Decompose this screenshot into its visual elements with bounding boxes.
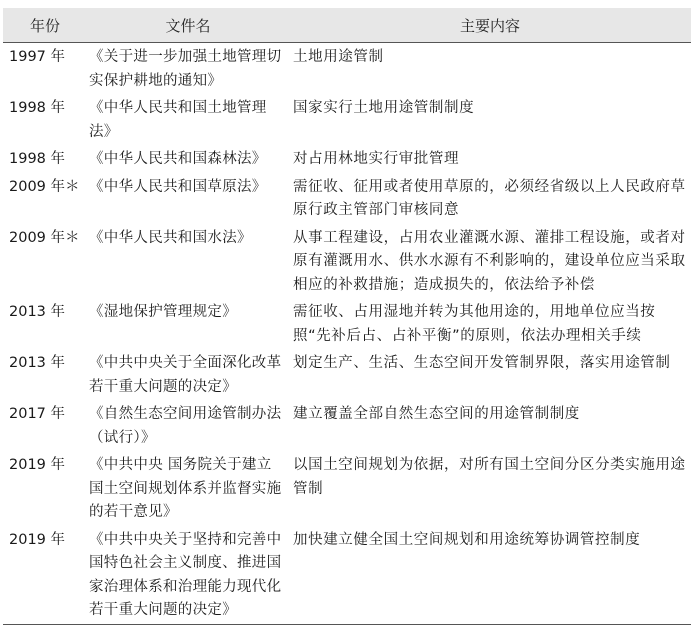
content-text: 国家实行土地用途管制制度 bbox=[293, 100, 475, 116]
cell-document bbox=[87, 224, 289, 299]
document-text: 《关于进一步加强土地管理切实保护耕地的通知》 bbox=[89, 49, 282, 89]
content-text: 需征收、征用或者使用草原的，必须经省级以上人民政府草原行政主管部门审核同意 bbox=[293, 178, 686, 218]
cell-content bbox=[289, 349, 691, 400]
document-text: 《中共中央 国务院关于建立国土空间规划体系并监督实施的若干意见》 bbox=[89, 457, 282, 520]
year-text: 2009 年＊ bbox=[9, 178, 80, 195]
table-row bbox=[3, 224, 691, 299]
table-row bbox=[3, 94, 691, 145]
document-text: 《中华人民共和国土地管理法》 bbox=[89, 100, 267, 140]
cell-document bbox=[87, 526, 289, 625]
cell-year bbox=[3, 298, 87, 349]
table-row bbox=[3, 451, 691, 526]
year-text: 2017 年 bbox=[9, 406, 66, 422]
year-text: 1998 年 bbox=[9, 151, 66, 167]
year-text: 2019 年 bbox=[9, 457, 66, 473]
cell-year bbox=[3, 349, 87, 400]
table-row bbox=[3, 173, 691, 224]
cell-year bbox=[3, 94, 87, 145]
document-text: 《湿地保护管理规定》 bbox=[89, 304, 237, 320]
cell-document bbox=[87, 298, 289, 349]
table-row bbox=[3, 400, 691, 451]
content-text: 加快建立健全国土空间规划和用途统筹协调管控制度 bbox=[293, 531, 641, 548]
cell-content bbox=[289, 526, 691, 625]
header-year: 年份 bbox=[29, 16, 60, 35]
cell-year bbox=[3, 400, 87, 451]
document-text: 《中华人民共和国水法》 bbox=[89, 229, 252, 246]
cell-content bbox=[289, 43, 691, 95]
table-row bbox=[3, 145, 691, 173]
content-text: 需征收、占用湿地并转为其他用途的，用地单位应当按照“先补后占、占补平衡”的原则，依法办理相关手续 bbox=[293, 304, 656, 344]
cell-document bbox=[87, 400, 289, 451]
cell-year bbox=[3, 451, 87, 526]
table-row bbox=[3, 526, 691, 625]
cell-content bbox=[289, 451, 691, 526]
cell-document bbox=[87, 145, 289, 173]
year-text: 1997 年 bbox=[9, 49, 66, 65]
header-document: 文件名 bbox=[165, 16, 211, 35]
cell-document bbox=[87, 451, 289, 526]
cell-document bbox=[87, 173, 289, 224]
year-text: 2009 年＊ bbox=[9, 229, 80, 246]
cell-year bbox=[3, 145, 87, 173]
document-text: 《中华人民共和国森林法》 bbox=[89, 151, 267, 167]
cell-year bbox=[3, 173, 87, 224]
table-header bbox=[3, 8, 691, 43]
table-row bbox=[3, 298, 691, 349]
policy-table bbox=[3, 8, 691, 625]
cell-content bbox=[289, 94, 691, 145]
cell-document bbox=[87, 349, 289, 400]
cell-content bbox=[289, 173, 691, 224]
content-text: 划定生产、生活、生态空间开发管制界限，落实用途管制 bbox=[293, 355, 671, 371]
header-content: 主要内容 bbox=[459, 16, 520, 35]
year-text: 2013 年 bbox=[9, 304, 66, 320]
cell-year bbox=[3, 43, 87, 95]
cell-content bbox=[289, 400, 691, 451]
cell-document bbox=[87, 43, 289, 95]
table-row bbox=[3, 349, 691, 400]
content-text: 对占用林地实行审批管理 bbox=[293, 151, 460, 167]
cell-content bbox=[289, 224, 691, 299]
content-text: 以国土空间规划为依据，对所有国土空间分区分类实施用途管制 bbox=[293, 457, 686, 497]
header-row bbox=[3, 8, 691, 43]
document-text: 《中华人民共和国草原法》 bbox=[89, 178, 267, 195]
cell-year bbox=[3, 224, 87, 299]
document-text: 《中共中央关于全面深化改革若干重大问题的决定》 bbox=[89, 355, 282, 395]
cell-content bbox=[289, 145, 691, 173]
cell-content bbox=[289, 298, 691, 349]
document-text: 《自然生态空间用途管制办法（试行）》 bbox=[89, 406, 282, 446]
document-text: 《中共中央关于坚持和完善中国特色社会主义制度、推进国家治理体系和治理能力现代化若干重大问题的决定》 bbox=[89, 531, 282, 618]
table-row bbox=[3, 43, 691, 95]
year-text: 2013 年 bbox=[9, 355, 66, 371]
year-text: 2019 年 bbox=[9, 531, 66, 548]
year-text: 1998 年 bbox=[9, 100, 66, 116]
cell-year bbox=[3, 526, 87, 625]
table-body bbox=[3, 43, 691, 625]
cell-document bbox=[87, 94, 289, 145]
content-text: 从事工程建设，占用农业灌溉水源、灌排工程设施，或者对原有灌溉用水、供水水源有不利影响的，建设单位应当采取相应的补救措施；造成损失的，依法给予补偿 bbox=[293, 229, 686, 293]
content-text: 土地用途管制 bbox=[293, 49, 384, 65]
content-text: 建立覆盖全部自然生态空间的用途管制制度 bbox=[293, 406, 580, 422]
